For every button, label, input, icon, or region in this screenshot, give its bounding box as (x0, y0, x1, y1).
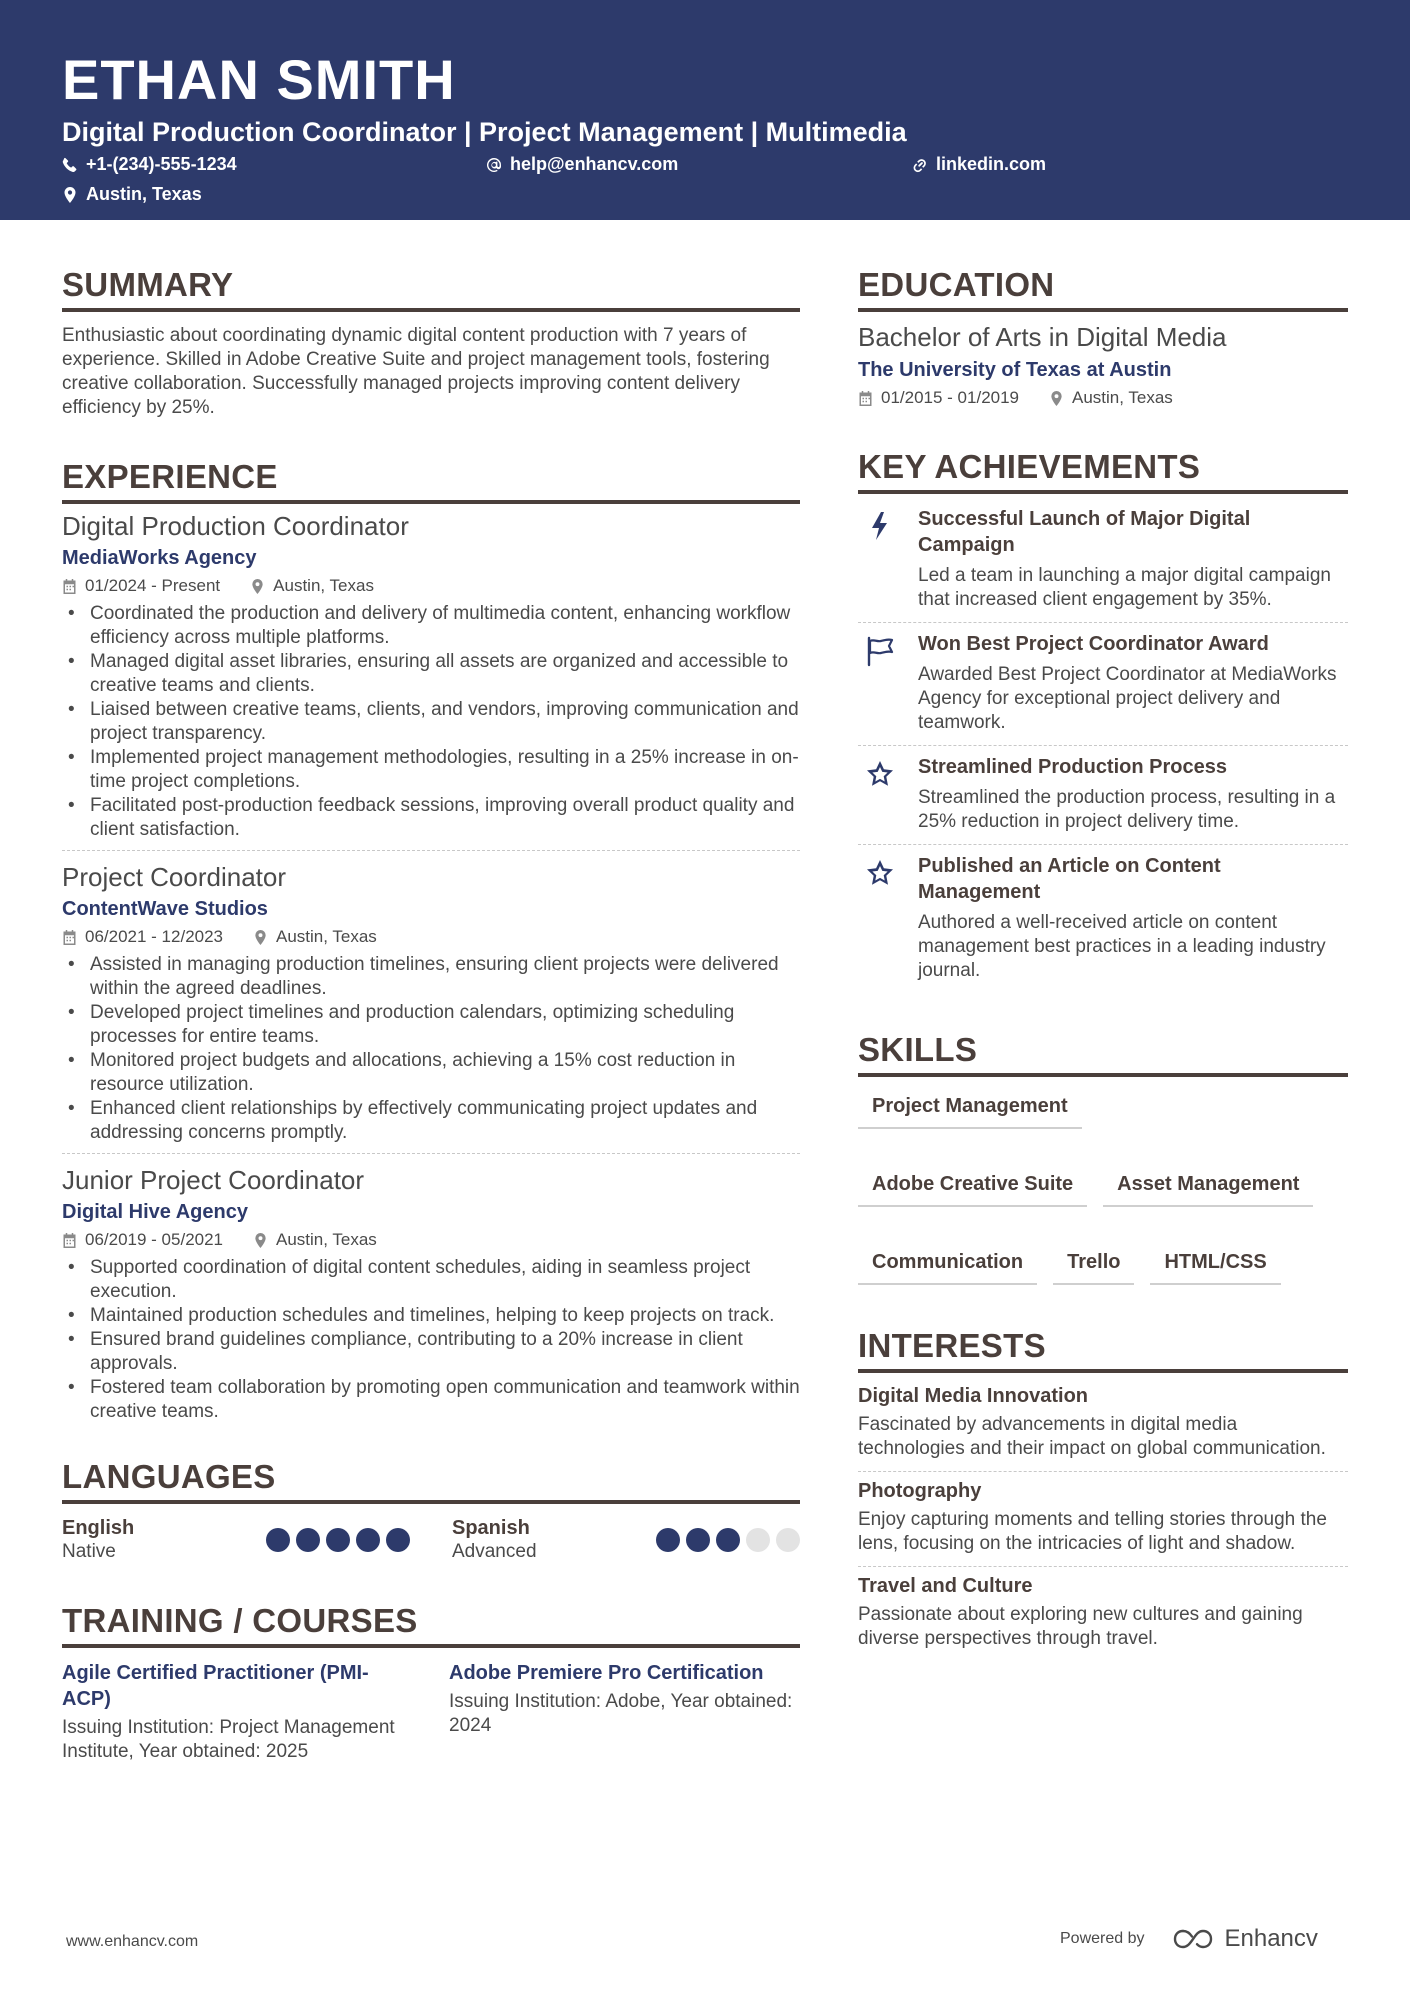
resume-header (0, 0, 1410, 220)
job-title: Digital Production Coordinator (62, 511, 409, 541)
contact-location (62, 184, 202, 205)
job-bullet: • Maintained production schedules and timelines, helping to keep projects on track. (62, 1304, 800, 1328)
education-location (1049, 386, 1173, 410)
education-meta (858, 386, 1348, 410)
language-info (452, 1516, 537, 1564)
contact-row-1 (62, 154, 1348, 180)
achievement-item (858, 622, 1348, 745)
job-company: MediaWorks Agency (62, 547, 257, 569)
achievement-content (918, 506, 1348, 612)
interest-desc: Enjoy capturing moments and telling stories through the lens, focusing on the intricacies of light and shadow. (858, 1509, 1327, 1554)
skill-tag: Asset Management (1103, 1165, 1313, 1207)
job-dates (62, 925, 223, 949)
job-entry (62, 850, 800, 1153)
job-dates-text: 01/2024 - Present (85, 576, 221, 595)
proficiency-dot (746, 1528, 770, 1552)
footer-powered (1060, 1925, 1318, 1953)
linkedin-text[interactable]: linkedin.com (936, 154, 1047, 174)
interest-title: Digital Media Innovation (858, 1385, 1089, 1407)
achievement-title: Published an Article on Content Management (918, 855, 1221, 903)
achievement-desc: Awarded Best Project Coordinator at MediaWorks Agency for exceptional project delivery and teamwork. (918, 664, 1337, 733)
language-name: English (62, 1517, 135, 1539)
location-pin-icon (1049, 391, 1064, 406)
enhancv-infinity-icon (1171, 1927, 1217, 1951)
job-location (250, 574, 374, 598)
job-bullet: • Monitored project budgets and allocations, achieving a 15% cost reduction in resource utilization. (62, 1049, 800, 1097)
job-dates-text: 06/2021 - 12/2023 (85, 927, 224, 946)
course-title: Adobe Premiere Pro Certification (449, 1662, 764, 1684)
job-company: Digital Hive Agency (62, 1201, 248, 1223)
brand-text: Enhancv (1224, 1925, 1318, 1952)
job-meta (62, 1228, 800, 1252)
achievement-item (858, 745, 1348, 844)
at-icon (486, 157, 502, 173)
achievement-desc: Streamlined the production process, resulting in a 25% reduction in project delivery time. (918, 787, 1336, 832)
achievement-icon (858, 754, 902, 834)
contact-email (486, 154, 678, 175)
job-dates-text: 06/2019 - 05/2021 (85, 1230, 224, 1249)
job-bullet: • Coordinated the production and delivery of multimedia content, enhancing workflow efficiency across multiple platforms. (62, 602, 800, 650)
courses-list (62, 1660, 800, 1764)
interest-item (858, 1566, 1348, 1661)
calendar-icon (62, 930, 77, 945)
achievements-section (858, 446, 1348, 993)
proficiency-dot (326, 1528, 350, 1552)
candidate-title: Digital Production Coordinator | Project Management | Multimedia (62, 117, 907, 147)
summary-heading: SUMMARY (62, 264, 800, 312)
skills-section (858, 1029, 1348, 1285)
skill-tag: Project Management (858, 1087, 1082, 1129)
achievement-icon (858, 853, 902, 983)
education-dates-text: 01/2015 - 01/2019 (881, 388, 1020, 407)
achievement-icon (858, 506, 902, 612)
location-pin-icon (253, 930, 268, 945)
job-title: Project Coordinator (62, 862, 286, 892)
training-heading: TRAINING / COURSES (62, 1600, 800, 1648)
training-section (62, 1600, 800, 1764)
enhancv-logo[interactable] (1171, 1925, 1318, 1953)
interest-item (858, 1471, 1348, 1566)
course-desc: Issuing Institution: Adobe, Year obtained: 2024 (449, 1691, 793, 1736)
proficiency-dot (686, 1528, 710, 1552)
interest-title: Travel and Culture (858, 1575, 1033, 1597)
job-location-text: Austin, Texas (273, 576, 374, 595)
job-bullet: • Liaised between creative teams, clients, and vendors, improving communication and project transparency. (62, 698, 800, 746)
experience-section (62, 456, 800, 1432)
course-item (449, 1660, 800, 1764)
language-item (452, 1516, 800, 1564)
calendar-icon (62, 579, 77, 594)
contact-linkedin (912, 154, 1046, 175)
achievements-heading: KEY ACHIEVEMENTS (858, 446, 1348, 494)
proficiency-dots (266, 1528, 410, 1552)
right-column (858, 264, 1348, 1661)
interest-desc: Passionate about exploring new cultures and gaining diverse perspectives through travel. (858, 1604, 1303, 1649)
proficiency-dot (296, 1528, 320, 1552)
achievement-content (918, 754, 1348, 834)
job-entry (62, 510, 800, 850)
proficiency-dot (266, 1528, 290, 1552)
calendar-icon (62, 1233, 77, 1248)
job-bullet: • Enhanced client relationships by effectively communicating project updates and addressing concerns promptly. (62, 1097, 800, 1145)
achievement-content (918, 631, 1348, 735)
education-degree: Bachelor of Arts in Digital Media (858, 322, 1227, 352)
interests-section (858, 1325, 1348, 1661)
languages-heading: LANGUAGES (62, 1456, 800, 1504)
phone-icon (62, 157, 78, 173)
achievements-list (858, 498, 1348, 993)
education-section (858, 264, 1348, 410)
language-name: Spanish (452, 1517, 530, 1539)
contact-phone (62, 154, 237, 175)
calendar-icon (858, 391, 873, 406)
job-meta (62, 925, 800, 949)
job-bullets (62, 1256, 800, 1424)
star-icon (864, 758, 896, 790)
proficiency-dot (776, 1528, 800, 1552)
achievement-content (918, 853, 1348, 983)
interest-title: Photography (858, 1480, 982, 1502)
job-meta (62, 574, 800, 598)
jobs-list (62, 510, 800, 1432)
job-location (253, 925, 377, 949)
education-location-text: Austin, Texas (1072, 388, 1173, 407)
location-pin-icon (253, 1233, 268, 1248)
powered-by-text: Powered by (1060, 1930, 1145, 1947)
job-entry (62, 1153, 800, 1432)
job-bullet: • Managed digital asset libraries, ensuring all assets are organized and accessible to creative teams and clients. (62, 650, 800, 698)
candidate-name: ETHAN SMITH (62, 48, 456, 111)
interests-heading: INTERESTS (858, 1325, 1348, 1373)
skill-tag: HTML/CSS (1150, 1243, 1280, 1285)
course-desc: Issuing Institution: Project Management Institute, Year obtained: 2025 (62, 1717, 395, 1762)
link-icon (912, 157, 928, 173)
location-pin-icon (250, 579, 265, 594)
flag-icon (864, 635, 896, 667)
languages-list (62, 1516, 800, 1564)
star-icon (864, 857, 896, 889)
job-bullet: • Assisted in managing production timelines, ensuring client projects were delivered within the agreed deadlines. (62, 953, 800, 1001)
lightning-icon (864, 510, 896, 542)
interests-list (858, 1377, 1348, 1661)
email-text[interactable]: help@enhancv.com (510, 154, 679, 174)
job-bullet: • Developed project timelines and production calendars, optimizing scheduling processes for entire teams. (62, 1001, 800, 1049)
location-text: Austin, Texas (86, 184, 202, 204)
language-info (62, 1516, 134, 1564)
experience-heading: EXPERIENCE (62, 456, 800, 504)
language-level: Native (62, 1541, 116, 1562)
job-dates (62, 574, 220, 598)
job-location-text: Austin, Texas (276, 927, 377, 946)
achievement-title: Won Best Project Coordinator Award (918, 633, 1269, 655)
contact-row-2 (62, 184, 1348, 210)
achievement-desc: Authored a well-received article on content management best practices in a leading industry journal. (918, 912, 1326, 981)
achievement-item (858, 844, 1348, 993)
proficiency-dot (656, 1528, 680, 1552)
course-item (62, 1660, 413, 1764)
phone-text[interactable]: +1-(234)-555-1234 (86, 154, 237, 174)
skills-list (858, 1087, 1348, 1285)
job-dates (62, 1228, 223, 1252)
job-title: Junior Project Coordinator (62, 1165, 365, 1195)
proficiency-dots (656, 1528, 800, 1552)
achievement-icon (858, 631, 902, 735)
proficiency-dot (356, 1528, 380, 1552)
interest-item (858, 1377, 1348, 1471)
skill-tag: Trello (1053, 1243, 1134, 1285)
language-item (62, 1516, 410, 1564)
languages-section (62, 1456, 800, 1564)
education-dates (858, 386, 1019, 410)
proficiency-dot (386, 1528, 410, 1552)
language-level: Advanced (452, 1541, 537, 1562)
job-bullet: • Fostered team collaboration by promoting open communication and teamwork within creative teams. (62, 1376, 800, 1424)
education-school: The University of Texas at Austin (858, 359, 1172, 381)
education-heading: EDUCATION (858, 264, 1348, 312)
summary-section (62, 264, 800, 420)
job-bullet: • Implemented project management methodologies, resulting in a 25% increase in on-time project completions. (62, 746, 800, 794)
job-bullet: • Facilitated post-production feedback sessions, improving overall product quality and client satisfaction. (62, 794, 800, 842)
left-column (62, 264, 800, 1764)
interest-desc: Fascinated by advancements in digital media technologies and their impact on global communication. (858, 1414, 1326, 1459)
skills-heading: SKILLS (858, 1029, 1348, 1077)
job-bullet: • Supported coordination of digital content schedules, aiding in seamless project execution. (62, 1256, 800, 1304)
job-bullets (62, 953, 800, 1145)
job-location-text: Austin, Texas (276, 1230, 377, 1249)
footer-website[interactable]: www.enhancv.com (66, 1933, 199, 1950)
skill-tag: Adobe Creative Suite (858, 1165, 1087, 1207)
achievement-title: Successful Launch of Major Digital Campaign (918, 508, 1251, 556)
skill-tag: Communication (858, 1243, 1037, 1285)
course-title: Agile Certified Practitioner (PMI-ACP) (62, 1662, 369, 1710)
job-bullets (62, 602, 800, 842)
summary-text: Enthusiastic about coordinating dynamic digital content production with 7 years of experience. Skilled in Adobe Creative Suite and project management tools, fostering creative collaboration. Successfully managed projects improving content delivery efficiency by 25%. (62, 325, 770, 418)
achievement-item (858, 498, 1348, 622)
job-location (253, 1228, 377, 1252)
job-bullet: • Ensured brand guidelines compliance, contributing to a 20% increase in client approvals. (62, 1328, 800, 1376)
job-company: ContentWave Studios (62, 898, 268, 920)
achievement-title: Streamlined Production Process (918, 756, 1227, 778)
proficiency-dot (716, 1528, 740, 1552)
location-pin-icon (62, 187, 78, 203)
achievement-desc: Led a team in launching a major digital campaign that increased client engagement by 35%. (918, 565, 1331, 610)
